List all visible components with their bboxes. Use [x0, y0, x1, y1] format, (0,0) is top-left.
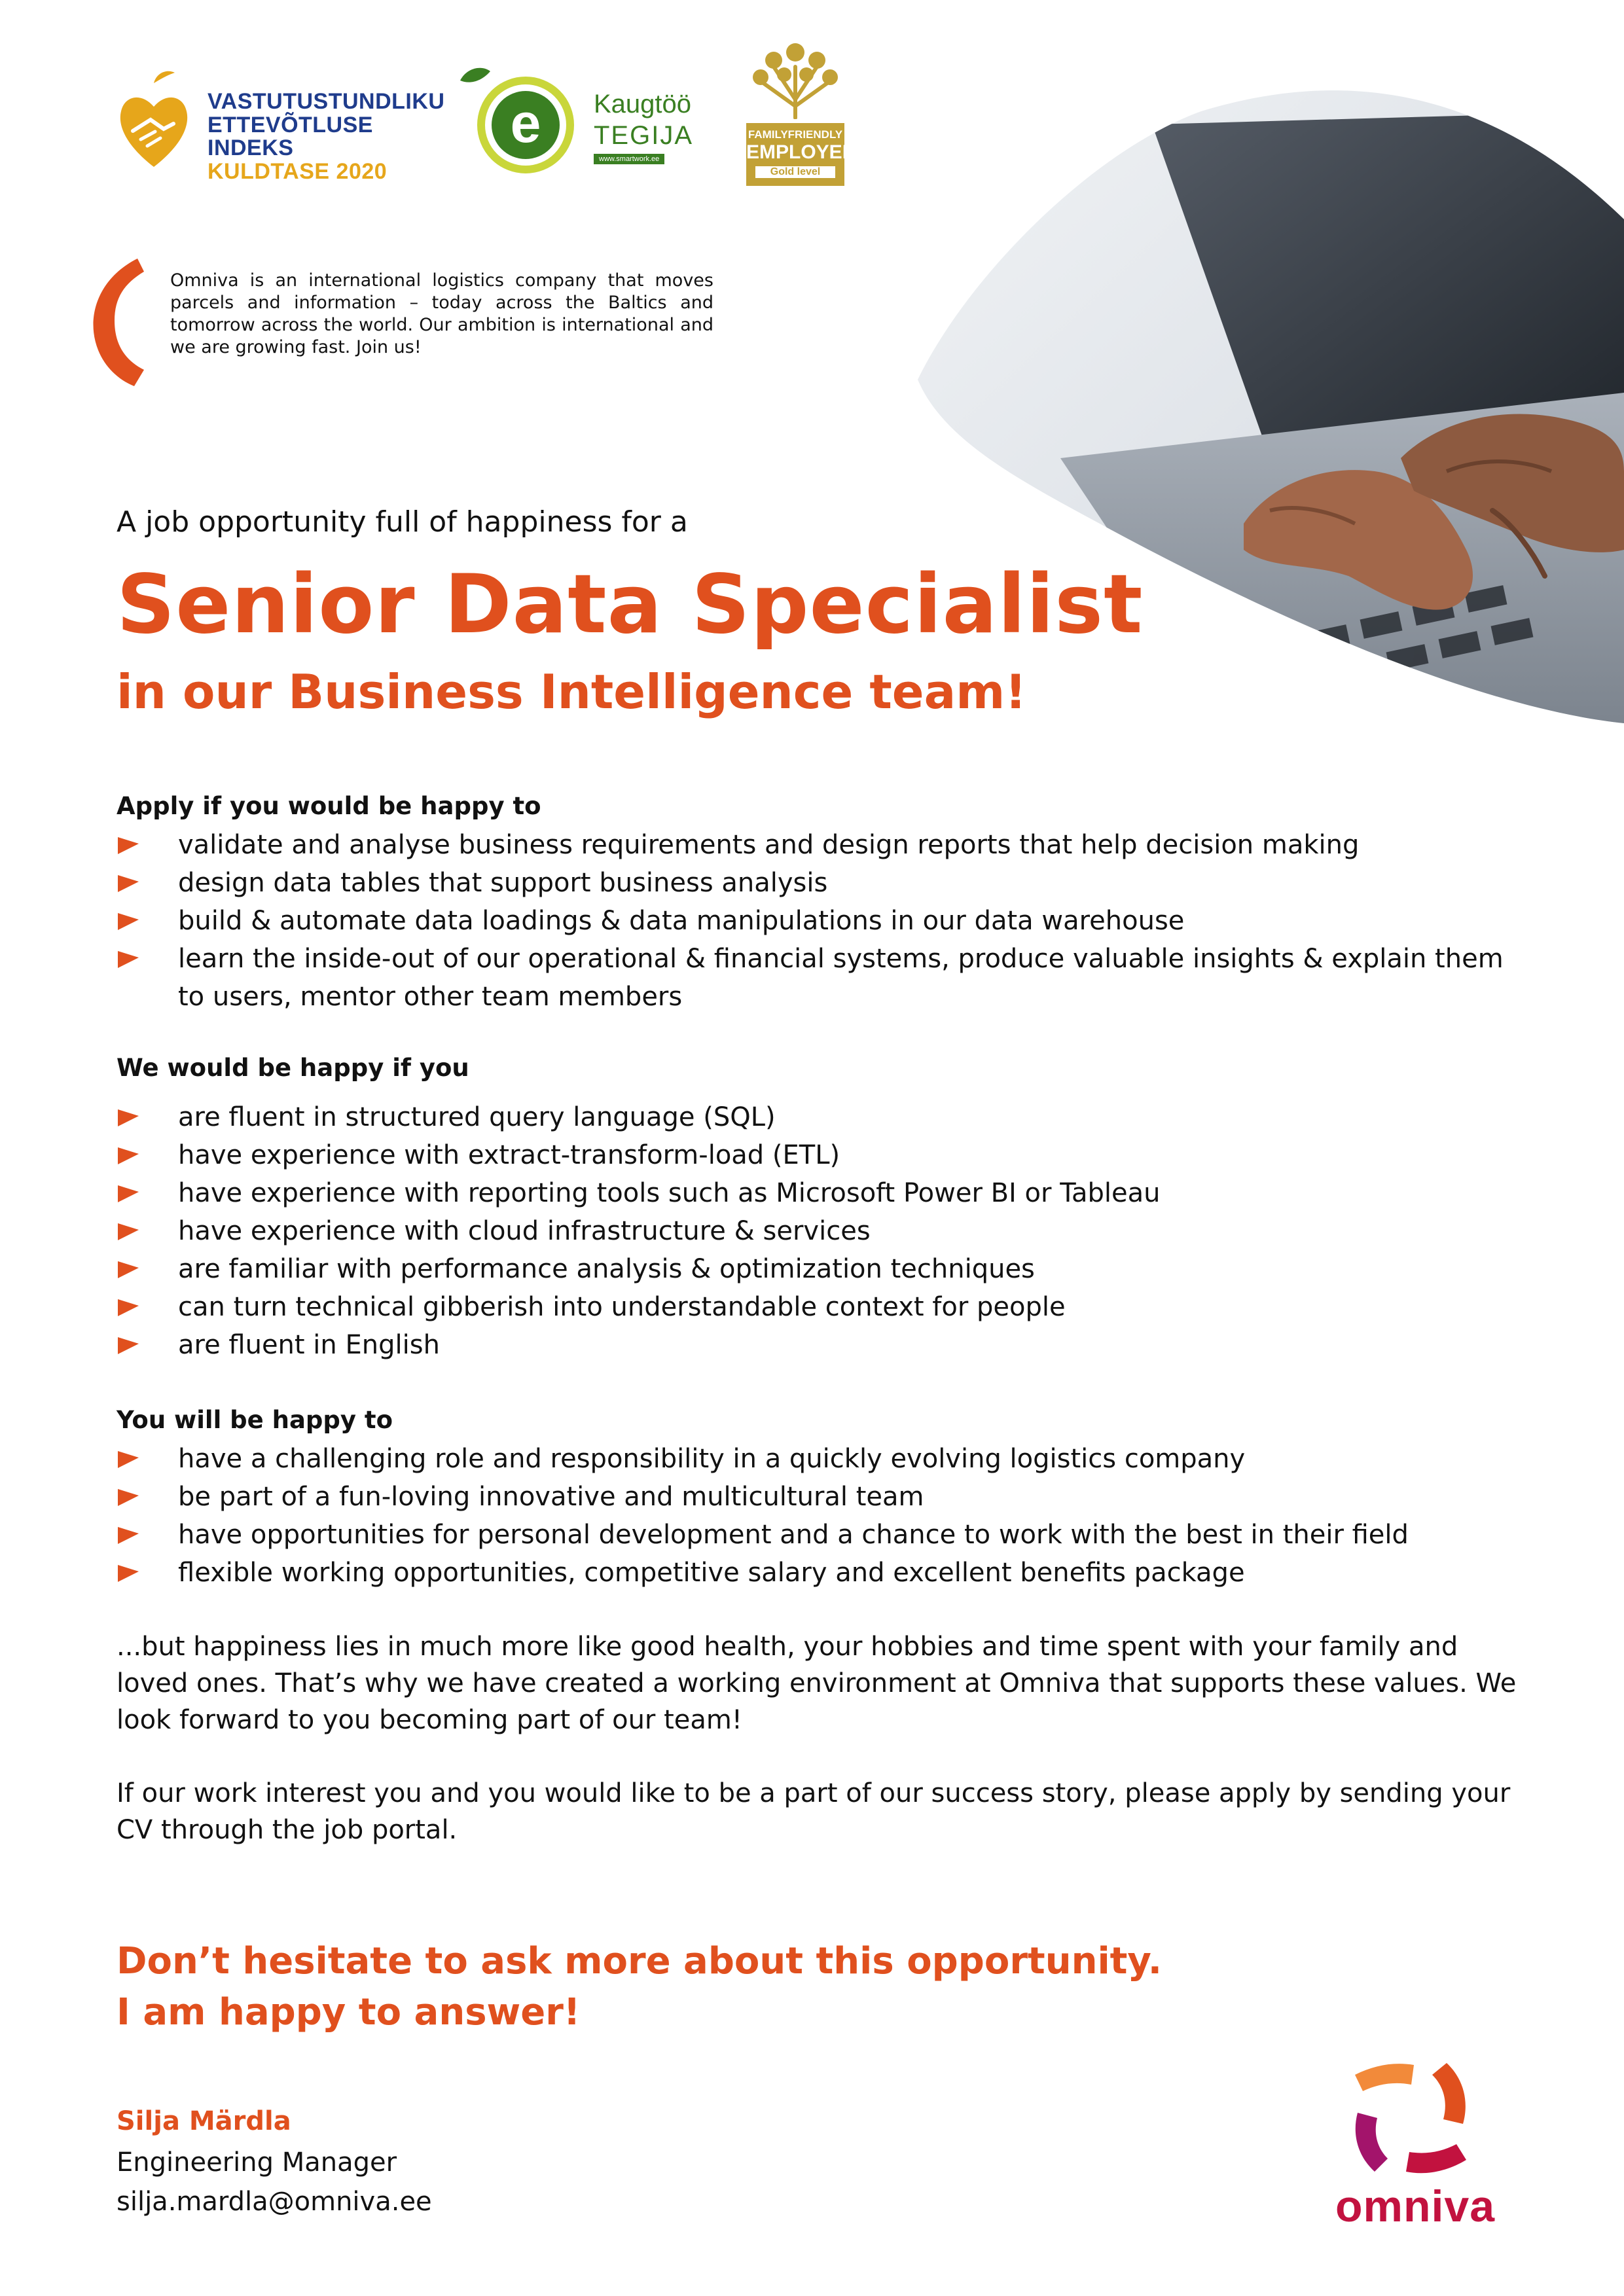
section-you-happy-heading: You will be happy to: [117, 1406, 393, 1434]
badge-family-friendly: [746, 41, 857, 186]
badge-family-line1: FAMILYFRIENDLY: [748, 128, 843, 141]
arrow-bullet-icon: [117, 1257, 140, 1281]
omniva-arc-icon: [85, 252, 151, 389]
badge-kaugtoo-url: www.smartwork.ee: [594, 154, 664, 164]
svg-text:e: e: [510, 92, 541, 154]
arrow-bullet-icon: [117, 1485, 140, 1509]
arrow-bullet-icon: [117, 1295, 140, 1319]
section-we-happy-list: [117, 1098, 1524, 1364]
badge-vastutus-line3: KULDTASE 2020: [208, 159, 388, 185]
list-item-text: have experience with reporting tools such as Microsoft Power BI or Tableau: [178, 1178, 1161, 1208]
badge-vastutus: [115, 69, 445, 185]
arrow-bullet-icon: [117, 1523, 140, 1547]
list-item-text: have experience with cloud infrastructure & services: [178, 1216, 871, 1246]
list-item-text: be part of a fun-loving innovative and multicultural team: [178, 1482, 924, 1512]
list-item-text: have a challenging role and responsibility in a quickly evolving logistics company: [178, 1444, 1246, 1474]
list-item: [117, 902, 1524, 940]
cta-line-2: I am happy to answer!: [117, 1991, 581, 2034]
arrow-bullet-icon: [117, 1181, 140, 1205]
list-item: [117, 1440, 1524, 1478]
list-item: [117, 1212, 1524, 1250]
list-item: [117, 1288, 1524, 1326]
list-item: [117, 826, 1524, 864]
page-subtitle: in our Business Intelligence team!: [117, 664, 1027, 719]
contact-block: [117, 2106, 432, 2221]
contact-role: Engineering Manager: [117, 2147, 397, 2178]
green-e-leaf-icon: [448, 62, 579, 180]
cta-line-1: Don’t hesitate to ask more about this opportunity.: [117, 1940, 1163, 1982]
heart-handshake-icon: [115, 69, 193, 173]
badge-family-line3: Gold level: [755, 166, 835, 178]
arrow-bullet-icon: [117, 871, 140, 895]
list-item: [117, 1326, 1524, 1364]
list-item-text: learn the inside-out of our operational & financial systems, produce valuable insights & explain them to users, mentor other team members: [178, 944, 1504, 1012]
list-item: [117, 864, 1524, 902]
omniva-wordmark: omniva: [1335, 2181, 1496, 2231]
apply-paragraph: If our work interest you and you would like to be a part of our success story, please apply by sending your CV through the job portal.: [117, 1778, 1511, 1845]
arrow-bullet-icon: [117, 1105, 140, 1129]
list-item: [117, 1516, 1524, 1554]
badge-kaugtoo-line2: TEGIJA: [594, 121, 694, 150]
list-item: [117, 1174, 1524, 1212]
arrow-bullet-icon: [117, 1143, 140, 1167]
arrow-bullet-icon: [117, 947, 140, 971]
list-item: [117, 1098, 1524, 1136]
section-we-happy-heading: We would be happy if you: [117, 1054, 469, 1082]
arrow-bullet-icon: [117, 1219, 140, 1243]
list-item-text: are fluent in English: [178, 1330, 440, 1360]
badge-vastutus-line1: VASTUTUSTUNDLIKU: [208, 89, 445, 114]
arrow-bullet-icon: [117, 833, 140, 857]
contact-name: Silja Märdla: [117, 2106, 291, 2136]
list-item-text: are fluent in structured query language (SQL): [178, 1102, 776, 1132]
list-item: [117, 940, 1524, 1016]
arrow-bullet-icon: [117, 1333, 140, 1357]
list-item-text: validate and analyse business requirements and design reports that help decision making: [178, 830, 1360, 860]
list-item-text: are familiar with performance analysis & optimization techniques: [178, 1254, 1035, 1284]
list-item: [117, 1250, 1524, 1288]
arrow-bullet-icon: [117, 1561, 140, 1585]
page-title: Senior Data Specialist: [117, 558, 1144, 652]
list-item-text: can turn technical gibberish into understandable context for people: [178, 1292, 1066, 1322]
family-tree-icon: [746, 41, 844, 119]
arrow-bullet-icon: [117, 909, 140, 933]
lead-text: A job opportunity full of happiness for a: [117, 505, 688, 539]
list-item-text: have experience with extract-transform-load (ETL): [178, 1140, 840, 1170]
omniva-logo-icon: [1348, 2055, 1473, 2179]
list-item-text: design data tables that support business analysis: [178, 868, 828, 898]
section-apply-list: [117, 826, 1524, 1016]
omniva-logo: [1335, 2055, 1525, 2238]
list-item: [117, 1478, 1524, 1516]
cta-block: [117, 1936, 1426, 2038]
happiness-paragraph: ...but happiness lies in much more like good health, your hobbies and time spent with your family and loved ones. That’s why we have created a working environment at Omniva that supports these values. We look forward to you becoming part of our team!: [117, 1632, 1517, 1735]
list-item-text: flexible working opportunities, competitive salary and excellent benefits package: [178, 1558, 1245, 1588]
list-item-text: build & automate data loadings & data manipulations in our data warehouse: [178, 906, 1185, 936]
section-apply-heading: Apply if you would be happy to: [117, 792, 541, 820]
list-item-text: have opportunities for personal development and a chance to work with the best in their field: [178, 1520, 1409, 1550]
badge-family-line2: EMPLOYER: [746, 141, 857, 163]
contact-email[interactable]: silja.mardla@omniva.ee: [117, 2187, 432, 2217]
badge-kaugtoo: [448, 62, 694, 180]
badge-kaugtoo-line1: Kaugtöö: [594, 90, 692, 118]
section-you-happy-list: [117, 1440, 1524, 1592]
arrow-bullet-icon: [117, 1447, 140, 1471]
list-item: [117, 1136, 1524, 1174]
list-item: [117, 1554, 1524, 1592]
badge-vastutus-line2: ETTEVÕTLUSE INDEKS: [208, 112, 373, 161]
intro-text: Omniva is an international logistics company that moves parcels and information – today across the Baltics and tomorrow across the world. Our ambition is international and we are growing fast. Join us!: [170, 270, 713, 357]
